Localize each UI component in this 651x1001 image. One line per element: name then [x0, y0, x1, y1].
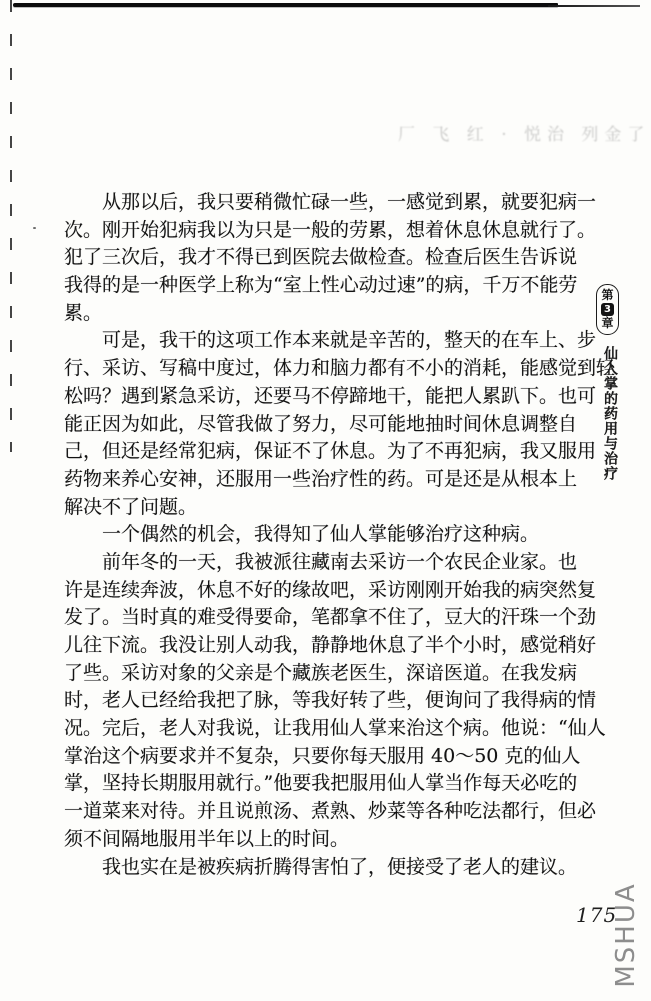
- text-line: 掌治这个病要求并不复杂，只要你每天服用 40～50 克的仙人: [64, 744, 581, 767]
- text-line: 累。: [64, 301, 103, 324]
- chapter-tab-suffix: 章: [601, 316, 614, 330]
- scan-binding-dashes: [10, 0, 12, 452]
- chapter-number-badge: 3: [601, 303, 614, 316]
- text-line: 己，但还是经常犯病，保证不了休息。为了不再犯病，我又服用: [64, 440, 597, 463]
- text-line: 我得的是一种医学上称为“室上性心动过速”的病，千万不能劳: [64, 274, 578, 297]
- text-line: 一道菜来对待。并且说煎汤、煮熟、炒菜等各种吃法都行，但必: [64, 800, 597, 823]
- scan-edge-artifact-top-thin: [548, 5, 640, 7]
- text-line: 犯了三次后，我才不得已到医院去做检查。检查后医生告诉说: [64, 246, 578, 269]
- text-line: 松吗？遇到紧急采访，还要马不停蹄地干，能把人累趴下。也可: [64, 384, 597, 407]
- text-line: 从那以后，我只要稍微忙碌一些，一感觉到累，就要犯病一: [102, 191, 597, 213]
- chapter-tab: [596, 284, 619, 335]
- page-number: 175: [576, 903, 618, 927]
- scan-edge-artifact-top: [13, 3, 558, 7]
- text-line: 一个偶然的机会，我得知了仙人掌能够治疗这种病。: [102, 523, 540, 546]
- chapter-tab-prefix: 第: [601, 288, 614, 302]
- text-line: 可是，我干的这项工作本来就是辛苦的，整天的在车上、步: [102, 329, 597, 352]
- text-line: 了些。采访对象的父亲是个藏族老医生，深谙医道。在我发病: [64, 661, 578, 684]
- text-line: 解决不了问题。: [64, 495, 198, 518]
- text-line: 我也实在是被疾病折腾得害怕了，便接受了老人的建议。: [102, 855, 578, 878]
- text-line: 时，老人已经给我把了脉，等我好转了些，便询问了我得病的情: [64, 689, 597, 712]
- text-line: 许是连续奔波，休息不好的缘故吧，采访刚刚开始我的病突然复: [64, 578, 597, 601]
- watermark-text: MSHUA: [611, 882, 641, 988]
- text-line: 发了。当时真的难受得要命，笔都拿不住了，豆大的汗珠一个劲: [64, 606, 597, 629]
- chapter-title-vertical: 仙人掌的药用与治疗: [602, 346, 618, 481]
- text-line: 儿往下流。我没让别人动我，静静地休息了半个小时，感觉稍好: [64, 634, 597, 656]
- text-line: 须不间隔地服用半年以上的时间。: [64, 827, 350, 850]
- text-line: 况。完后，老人对我说，让我用仙人掌来治这个病。他说：“仙人: [64, 717, 606, 740]
- faded-running-header: 厂 飞 红 · 悦治 列金了: [398, 125, 651, 145]
- text-line: 掌，坚持长期服用就行。”他要我把服用仙人掌当作每天必吃的: [64, 772, 578, 795]
- text-line: 能正因为如此，尽管我做了努力，尽可能地抽时间休息调整自: [64, 412, 578, 435]
- text-line: 行、采访、写稿中度过，体力和脑力都有不小的消耗，能感觉到轻: [64, 357, 616, 380]
- text-line: 药物来养心安神，还服用一些治疗性的药。可是还是从根本上: [64, 467, 578, 490]
- text-line: 前年冬的一天，我被派往藏南去采访一个农民企业家。也: [102, 550, 578, 573]
- scan-speck: [33, 227, 36, 229]
- text-line: 次。刚开始犯病我以为只是一般的劳累，想着休息休息就行了。: [64, 218, 597, 241]
